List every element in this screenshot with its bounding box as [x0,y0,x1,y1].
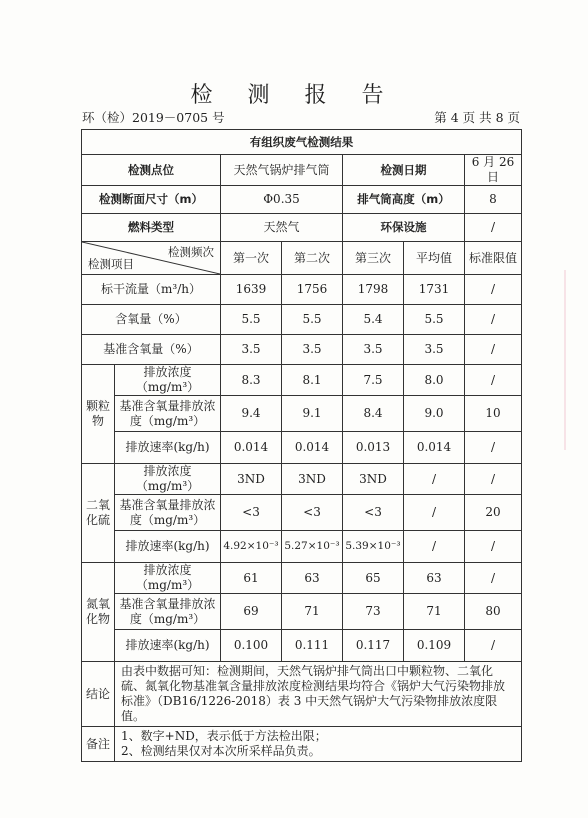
diagonal-header-cell [82,242,221,275]
group-label-pm: 颗粒物 [82,365,115,464]
cell-value: 3ND [221,464,282,495]
cell-value: 1798 [343,275,404,305]
cell-value: 73 [343,594,404,630]
cell-value: 8.0 [404,365,465,396]
group-label-nox: 氮氧化物 [82,563,115,662]
cell-value: / [465,531,522,563]
location-label: 检测点位 [82,155,221,186]
location-value: 天然气锅炉排气筒 [221,155,343,186]
header-limit: 标准限值 [465,242,522,275]
cell-value: 9.1 [282,396,343,432]
env-facility-value: / [465,214,522,242]
row-label: 基准含氧量排放浓度（mg/m³） [115,495,221,531]
seal-stamp-edge [564,270,588,450]
table-row [82,214,522,242]
cell-value: 63 [282,563,343,594]
cell-value: / [465,305,522,335]
table-row [82,365,522,396]
remark-line: 2、检测结果仅对本次所采样品负责。 [121,744,321,758]
table-row [82,531,522,563]
cell-value: 5.5 [404,305,465,335]
cell-value: 3.5 [343,335,404,365]
cell-value: 5.27×10⁻³ [282,531,343,563]
cell-value: 7.5 [343,365,404,396]
cell-value: 0.014 [282,432,343,464]
date-label: 检测日期 [343,155,465,186]
cell-value: 8.4 [343,396,404,432]
table-row [82,594,522,630]
cell-value: / [465,365,522,396]
cell-value: 65 [343,563,404,594]
column-header-row [82,242,522,275]
cell-value: 80 [465,594,522,630]
cell-value: 69 [221,594,282,630]
cell-value: 71 [282,594,343,630]
cell-value: <3 [221,495,282,531]
cell-value: / [465,275,522,305]
cell-value: 5.4 [343,305,404,335]
header-third: 第三次 [343,242,404,275]
table-row [82,275,522,305]
section-size-value: Φ0.35 [221,186,343,214]
cell-value: 3.5 [404,335,465,365]
row-label: 排放速率(kg/h) [115,630,221,662]
row-label: 基准含氧量（%） [82,335,221,365]
row-label: 排放速率(kg/h) [115,432,221,464]
cell-value: 5.5 [221,305,282,335]
cell-value: 0.117 [343,630,404,662]
emission-results-table [81,129,522,762]
cell-value: 8.1 [282,365,343,396]
cell-value: 63 [404,563,465,594]
remark-line: 1、数字+ND，表示低于方法检出限； [121,729,327,743]
cell-value: 4.92×10⁻³ [221,531,282,563]
header-average: 平均值 [404,242,465,275]
table-row [82,563,522,594]
group-label-so2: 二氧化硫 [82,464,115,563]
cell-value: 0.111 [282,630,343,662]
cell-value: 8.3 [221,365,282,396]
cell-value: / [404,464,465,495]
cell-value: <3 [282,495,343,531]
table-title: 有组织废气检测结果 [82,130,522,155]
remarks-row [82,727,522,762]
cell-value: / [404,495,465,531]
cell-value: 3ND [282,464,343,495]
cell-value: 61 [221,563,282,594]
stack-height-value: 8 [465,186,522,214]
header-first: 第一次 [221,242,282,275]
table-row [82,396,522,432]
cell-value: / [465,563,522,594]
table-row [82,495,522,531]
row-label: 标干流量（m³/h） [82,275,221,305]
table-row [82,464,522,495]
cell-value: 0.100 [221,630,282,662]
remarks-label: 备注 [82,727,115,762]
header-second: 第二次 [282,242,343,275]
cell-value: 3ND [343,464,404,495]
cell-value: 0.014 [404,432,465,464]
cell-value: 9.0 [404,396,465,432]
document-number: 环（检）2019－0705 号 [82,110,225,125]
cell-value: 5.5 [282,305,343,335]
section-size-label: 检测断面尺寸（m） [82,186,221,214]
env-facility-label: 环保设施 [343,214,465,242]
cell-value: 1756 [282,275,343,305]
cell-value: 3.5 [282,335,343,365]
cell-value: / [465,464,522,495]
cell-value: / [465,432,522,464]
stack-height-label: 排气筒高度（m） [343,186,465,214]
table-row [82,432,522,464]
cell-value: 0.109 [404,630,465,662]
conclusion-label: 结论 [82,662,115,727]
cell-value: 0.014 [221,432,282,464]
cell-value: 71 [404,594,465,630]
diag-item-label: 检测项目 [88,256,134,271]
cell-value: 1731 [404,275,465,305]
row-label: 排放浓度（mg/m³） [115,464,221,495]
remarks-content [115,727,522,762]
cell-value: 9.4 [221,396,282,432]
cell-value: / [465,630,522,662]
cell-value: / [465,335,522,365]
document-title: 检 测 报 告 [190,83,398,108]
table-row [82,186,522,214]
row-label: 排放浓度（mg/m³） [115,365,221,396]
table-row [82,335,522,365]
row-label: 排放速率(kg/h) [115,531,221,563]
row-label: 含氧量（%） [82,305,221,335]
row-label: 排放浓度（mg/m³） [115,563,221,594]
fuel-type-value: 天然气 [221,214,343,242]
diag-frequency-label: 检测频次 [168,245,214,259]
conclusion-row [82,662,522,727]
conclusion-text: 由表中数据可知：检测期间，天然气锅炉排气筒出口中颗粒物、二氧化硫、氮氧化物基准氧含量排放浓度检测结果均符合《锅炉大气污染物排放标准》（DB16/1226-2018）表 3 中天然气锅炉大气污染物排放浓度限值。 [115,662,522,727]
cell-value: 5.39×10⁻³ [343,531,404,563]
table-row [82,630,522,662]
cell-value: <3 [343,495,404,531]
cell-value: 10 [465,396,522,432]
cell-value: 1639 [221,275,282,305]
date-value: 6 月 26 日 [465,155,522,186]
table-row [82,305,522,335]
cell-value: 3.5 [221,335,282,365]
page-indicator: 第 4 页 共 8 页 [434,110,520,125]
row-label: 基准含氧量排放浓度（mg/m³） [115,594,221,630]
fuel-type-label: 燃料类型 [82,214,221,242]
cell-value: / [404,531,465,563]
row-label: 基准含氧量排放浓度（mg/m³） [115,396,221,432]
cell-value: 0.013 [343,432,404,464]
cell-value: 20 [465,495,522,531]
table-row [82,155,522,186]
